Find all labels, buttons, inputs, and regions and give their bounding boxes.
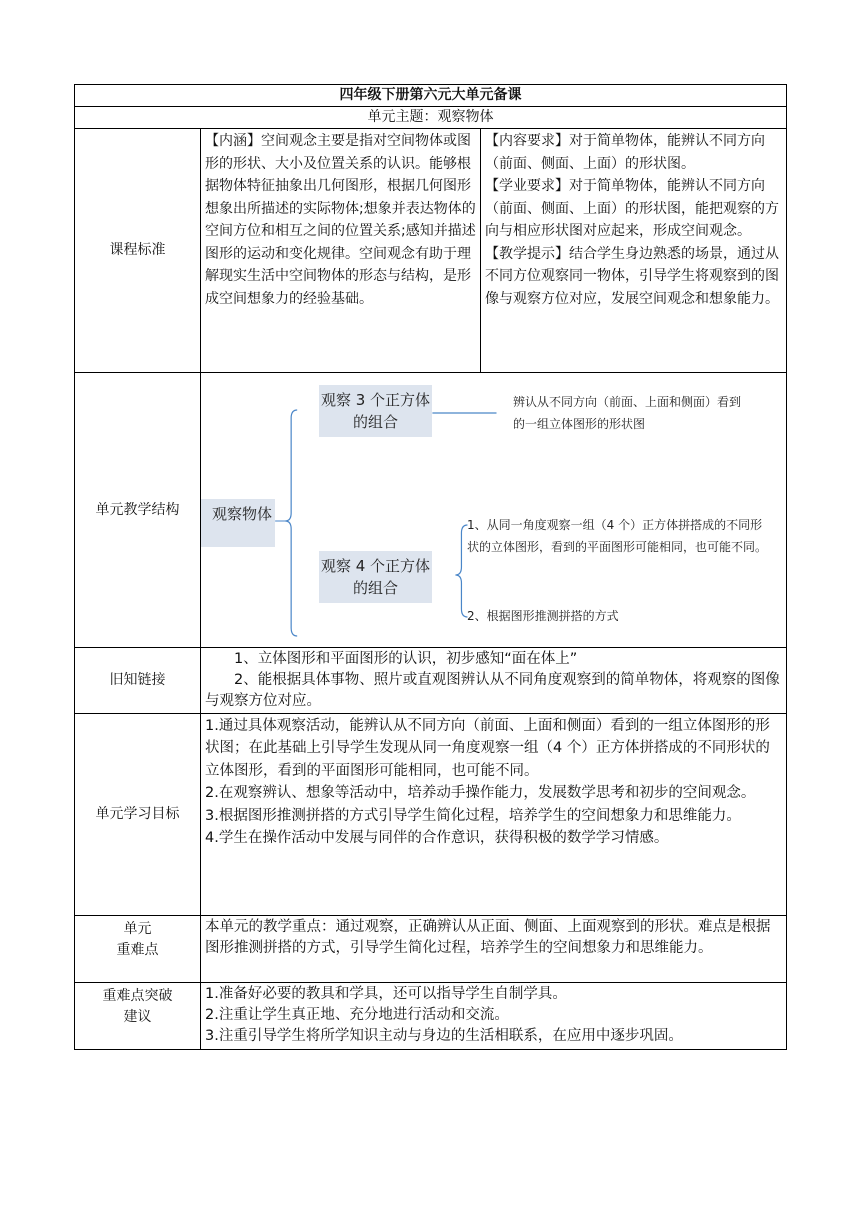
advice-item-2: 2.注重让学生真正地、充分地进行活动和交流。 (205, 1007, 509, 1023)
standards-connotation: 【内涵】空间观念主要是指对空间物体或图形的形状、大小及位置关系的认识。能够根据物体特征抽象出几何图形，根据几何图形想象出所描述的实际物体;想象并表达物体的空间方位和相互之间的位置关系;感知并描述图形的运动和变化规律。空间观念有助于理解现实生活中空间物体的形态与结构，是形成空间想象力的经验基础。 (201, 129, 481, 373)
branch-three-cubes: 观察 3 个正方体的组合 (319, 385, 432, 437)
advice-label-line-2: 建议 (123, 1009, 152, 1025)
goal-item-3: 3.根据图形推测拼搭的方式引导学生简化过程，培养学生的空间想象力和思维能力。 (205, 807, 741, 824)
branch-three-cubes-note: 辨认从不同方向（前面、上面和侧面）看到的一组立体图形的形状图 (513, 395, 742, 431)
prior-knowledge-label: 旧知链接 (75, 648, 201, 714)
structure-diagram (201, 373, 787, 648)
advice-label-line-1: 重难点突破 (102, 988, 173, 1004)
goal-item-1: 1.通过具体观察活动，能辨认从不同方向（前面、上面和侧面）看到的一组立体图形的形状图；在此基础上引导学生发现从同一角度观察一组（4 个）正方体拼搭成的不同形状的立体图形，看到的平面图形可能相同，也可能不同。 (205, 718, 770, 779)
structure-label: 单元教学结构 (75, 373, 201, 648)
prior-item-1: 1、立体图形和平面图形的认识，初步感知“面在体上” (234, 651, 578, 667)
branch-four-cubes-note-1: 1、从同一角度观察一组（4 个）正方体拼搭成的不同形状的立体图形，看到的平面图形可能相同，也可能不同。 (467, 518, 768, 554)
standards-requirements (481, 129, 787, 373)
advice-list (201, 983, 787, 1050)
learning-goals (201, 714, 787, 916)
standards-label: 课程标准 (75, 129, 201, 373)
advice-item-1: 1.准备好必要的教具和学具，还可以指导学生自制学具。 (205, 986, 567, 1002)
lesson-plan-table (74, 84, 787, 1050)
content-requirement: 【内容要求】对于简单物体，能辨认不同方向（前面、侧面、上面）的形状图。 (485, 133, 765, 172)
prior-item-2: 2、能根据具体事物、照片或直观图辨认从不同角度观察到的简单物体，将观察的图像与观察方位对应。 (205, 672, 780, 709)
advice-item-3: 3.注重引导学生将所学知识主动与身边的生活相联系，在应用中逐步巩固。 (205, 1028, 683, 1044)
keypoints-label-line-1: 单元 (123, 921, 152, 937)
structure-root: 观察物体 (201, 499, 275, 547)
advice-label (75, 983, 201, 1050)
branch-four-cubes: 观察 4 个正方体的组合 (319, 551, 432, 603)
keypoints-label (75, 916, 201, 983)
branch-four-cubes-note-2: 2、根据图形推测拼搭的方式 (467, 609, 619, 623)
teaching-tip: 【教学提示】结合学生身边熟悉的场景，通过从不同方位观察同一物体，引导学生将观察到的图像与观察方位对应，发展空间观念和想象能力。 (485, 245, 779, 307)
academic-requirement: 【学业要求】对于简单物体，能辨认不同方向（前面、侧面、上面）的形状图，能把观察的方向与相应形状图对应起来，形成空间观念。 (485, 178, 779, 239)
page-title: 四年级下册第六元大单元备课 (75, 85, 787, 107)
unit-theme: 单元主题：观察物体 (75, 107, 787, 129)
goal-item-2: 2.在观察辨认、想象等活动中，培养动手操作能力，发展数学思考和初步的空间观念。 (205, 785, 756, 802)
goal-item-4: 4.学生在操作活动中发展与同伴的合作意识，获得积极的数学学习情感。 (205, 830, 669, 847)
goals-label: 单元学习目标 (75, 714, 201, 916)
keypoints-text: 本单元的教学重点：通过观察，正确辨认从正面、侧面、上面观察到的形状。难点是根据图形推测拼搭的方式，引导学生简化过程，培养学生的空间想象力和思维能力。 (201, 916, 787, 983)
prior-knowledge (201, 648, 787, 714)
keypoints-label-line-2: 重难点 (116, 942, 159, 958)
